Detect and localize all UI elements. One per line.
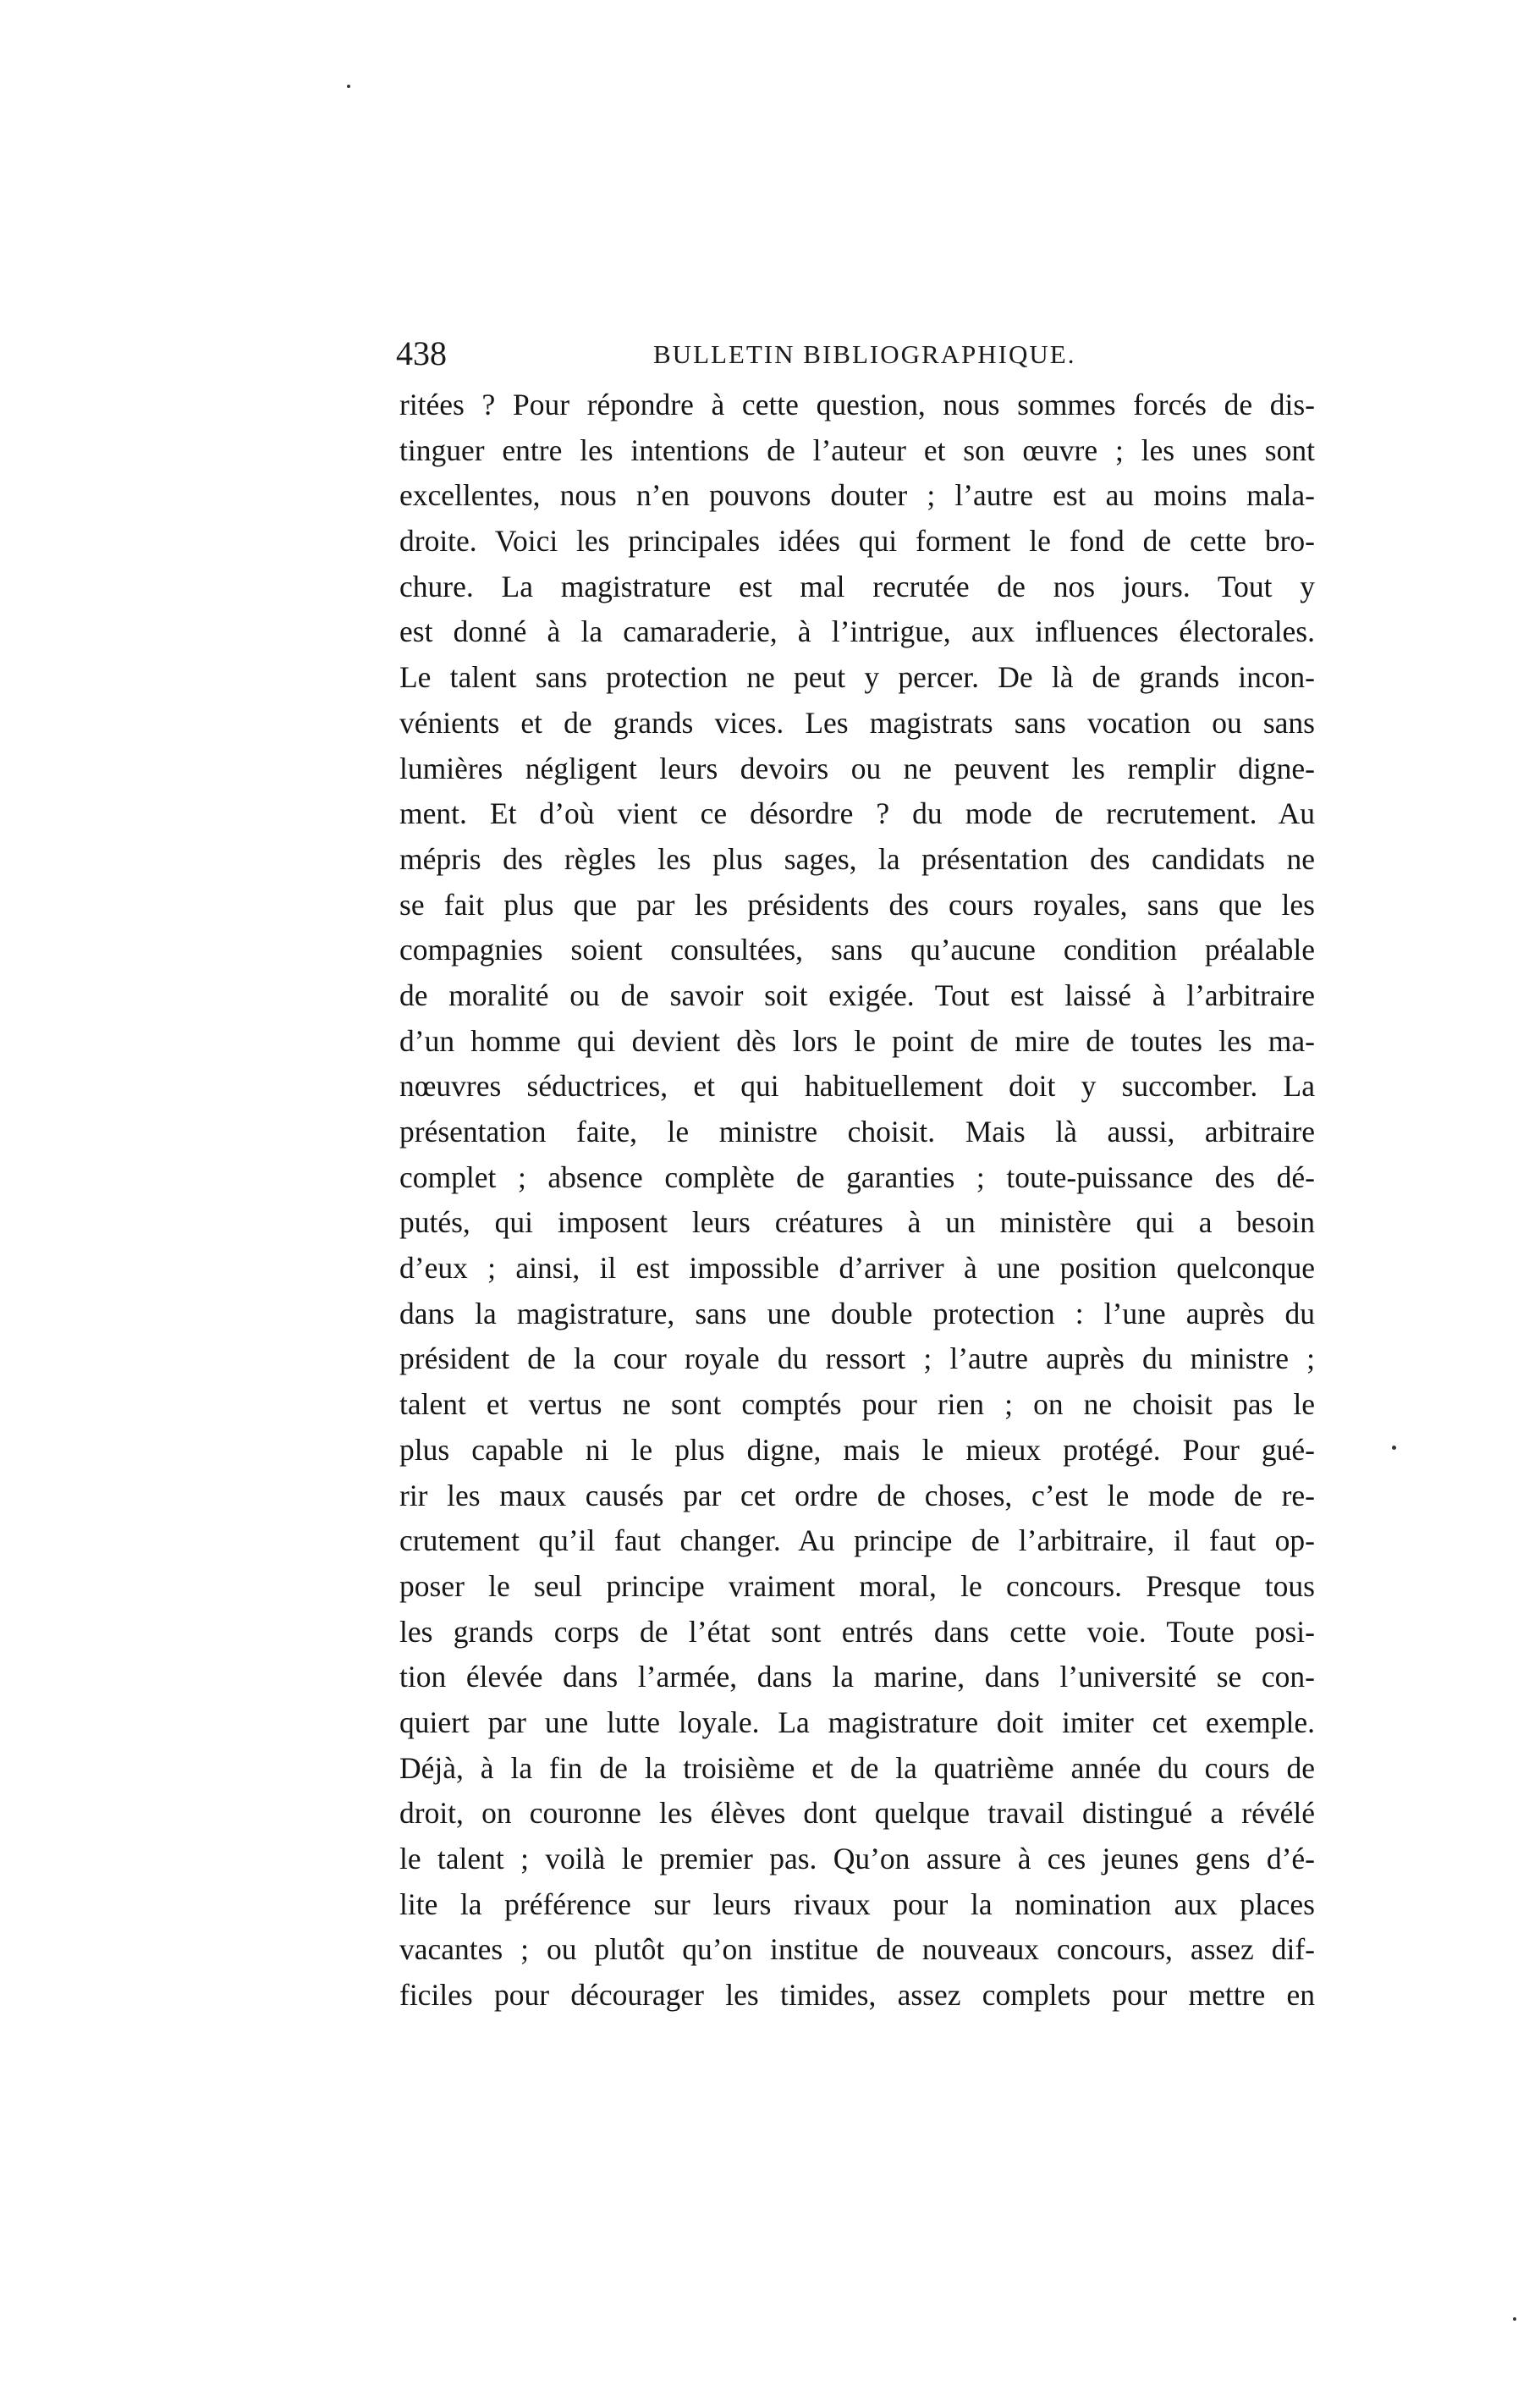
text-line: excellentes, nous n’en pouvons douter ; l’autre est au moins mala- bbox=[399, 478, 1315, 513]
text-line: crutement qu’il faut changer. Au principe de l’arbitraire, il faut op- bbox=[399, 1523, 1315, 1558]
text-line: d’eux ; ainsi, il est impossible d’arriver à une position quelconque bbox=[399, 1251, 1315, 1286]
text-line: d’un homme qui devient dès lors le point de mire de toutes les ma- bbox=[399, 1023, 1315, 1058]
text-line: Le talent sans protection ne peut y percer. De là de grands incon- bbox=[399, 660, 1315, 695]
text-line: ment. Et d’où vient ce désordre ? du mode de recrutement. Au bbox=[399, 796, 1315, 831]
text-line: se fait plus que par les présidents des cours royales, sans que les bbox=[399, 887, 1315, 922]
running-head: BULLETIN BIBLIOGRAPHIQUE. bbox=[653, 339, 1076, 369]
ink-speck bbox=[1392, 1446, 1396, 1450]
text-line: tinguer entre les intentions de l’auteur et son œuvre ; les unes sont bbox=[399, 432, 1315, 467]
text-line: lumières négligent leurs devoirs ou ne peuvent les remplir digne- bbox=[399, 751, 1315, 785]
text-line: compagnies soient consultées, sans qu’aucune condition préalable bbox=[399, 933, 1315, 967]
text-line: chure. La magistrature est mal recrutée de nos jours. Tout y bbox=[399, 569, 1315, 603]
text-line: vénients et de grands vices. Les magistrats sans vocation ou sans bbox=[399, 705, 1315, 740]
ink-speck bbox=[1513, 2317, 1516, 2321]
text-line: est donné à la camaraderie, à l’intrigue, aux influences électorales. bbox=[399, 614, 1315, 649]
text-line: droit, on couronne les élèves dont quelque travail distingué a révélé bbox=[399, 1796, 1315, 1831]
text-line: de moralité ou de savoir soit exigée. Tout est laissé à l’arbitraire bbox=[399, 978, 1315, 1012]
text-line: vacantes ; ou plutôt qu’on institue de nouveaux concours, assez dif- bbox=[399, 1932, 1315, 1967]
text-line: Déjà, à la fin de la troisième et de la quatrième année du cours de bbox=[399, 1750, 1315, 1785]
text-line: plus capable ni le plus digne, mais le mieux protégé. Pour gué- bbox=[399, 1432, 1315, 1467]
text-line: lite la préférence sur leurs rivaux pour la nomination aux places bbox=[399, 1887, 1315, 1921]
page-header bbox=[396, 332, 1318, 376]
text-line: le talent ; voilà le premier pas. Qu’on assure à ces jeunes gens d’é- bbox=[399, 1842, 1315, 1875]
text-line: dans la magistrature, sans une double protection : l’une auprès du bbox=[399, 1296, 1315, 1330]
text-line: tion élevée dans l’armée, dans la marine, dans l’université se con- bbox=[399, 1660, 1315, 1694]
page-number: 438 bbox=[396, 334, 447, 372]
text-line: ritées ? Pour répondre à cette question, nous sommes forcés de dis- bbox=[399, 388, 1315, 421]
text-line: talent et vertus ne sont comptés pour rien ; on ne choisit pas le bbox=[399, 1387, 1315, 1422]
text-line: putés, qui imposent leurs créatures à un ministère qui a besoin bbox=[399, 1205, 1315, 1240]
text-line: quiert par une lutte loyale. La magistrature doit imiter cet exemple. bbox=[399, 1705, 1315, 1739]
text-line: droite. Voici les principales idées qui forment le fond de cette bro- bbox=[399, 524, 1315, 559]
body-text bbox=[399, 383, 1315, 2019]
text-line: ficiles pour décourager les timides, assez complets pour mettre en bbox=[399, 1978, 1315, 2013]
text-line: complet ; absence complète de garanties ; toute-puissance des dé- bbox=[399, 1159, 1315, 1194]
text-line: nœuvres séductrices, et qui habituellement doit y succomber. La bbox=[399, 1069, 1315, 1104]
text-line: mépris des règles les plus sages, la présentation des candidats ne bbox=[399, 841, 1315, 876]
text-line: rir les maux causés par cet ordre de choses, c’est le mode de re- bbox=[399, 1478, 1315, 1512]
text-line: président de la cour royale du ressort ; l’autre auprès du ministre ; bbox=[399, 1341, 1315, 1376]
text-line: présentation faite, le ministre choisit. Mais là aussi, arbitraire bbox=[399, 1115, 1315, 1148]
text-line: les grands corps de l’état sont entrés dans cette voie. Toute posi- bbox=[399, 1614, 1315, 1649]
text-line: poser le seul principe vraiment moral, le concours. Presque tous bbox=[399, 1568, 1315, 1603]
ink-speck bbox=[347, 85, 350, 88]
